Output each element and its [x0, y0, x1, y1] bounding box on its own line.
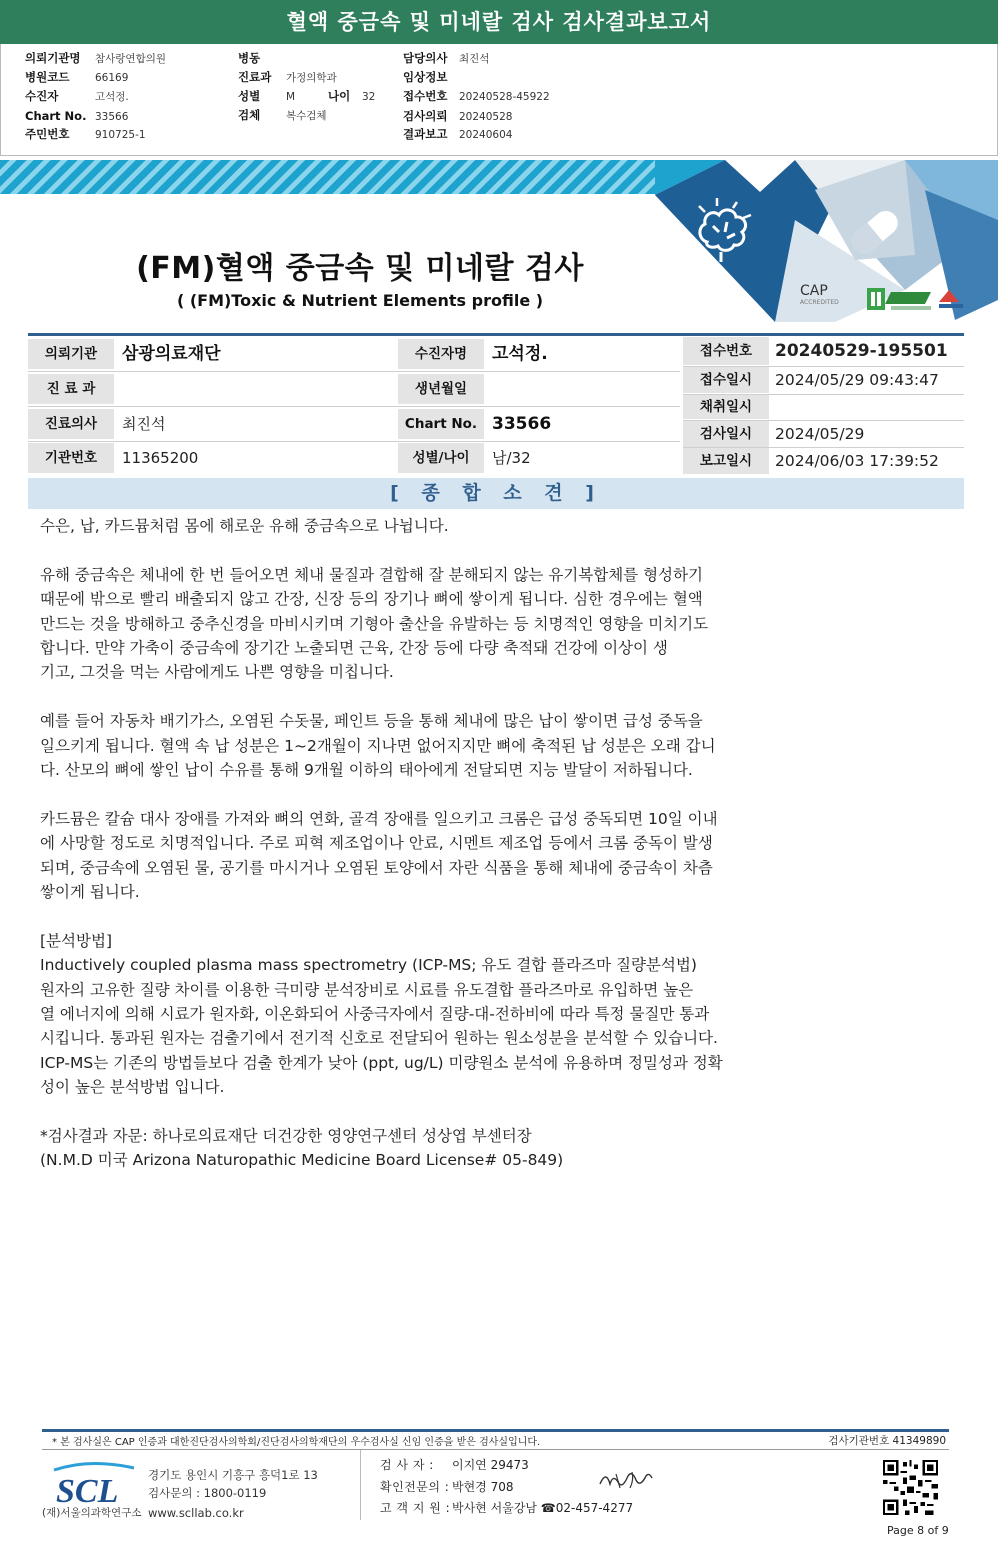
report-date-field [403, 125, 512, 144]
request-label: 검사의뢰 [403, 109, 448, 123]
doctor-field [403, 49, 489, 68]
receipt-label: 접수번호 [403, 89, 448, 103]
req-inst-cell-value: 삼광의료재단 [122, 344, 221, 364]
report-banner-title: 혈액 중금속 및 미네랄 검사 검사결과보고서 [0, 0, 998, 44]
dept-field [238, 68, 337, 87]
cap-accredited-logo [800, 283, 839, 306]
receipt-no-label: 접수번호 [683, 337, 769, 365]
collect-time-label: 채취일시 [683, 395, 769, 419]
chart-cell-label: Chart No. [398, 409, 484, 439]
summary-paragraph-2: 유해 중금속은 체내에 한 번 들어오면 체내 물질과 결합해 잘 분해되지 않는 유기복합체를 형성하기 때문에 밖으로 빨리 배출되지 않고 간장, 신장 등의 장기나 뼈에 쌓이게 됩니다. 심한 경우에는 혈액 만드는 것을 방해하고 중추신경을 마비시키며 기형아 출산을 유발하는 등 치명적인 영향을 미치기도 합니다. 만약 가축이 중금속에 장기간 노출되면 근육, 간장 등에 다량 축적돼 건강에 이상이 생 기고, 그것을 먹는 사람에게도 나쁜 영향을 미칩니다. [40, 565, 709, 682]
support-row [380, 1498, 633, 1520]
receipt-no-value: 20240529-195501 [775, 341, 948, 361]
support-value: 박사현 서울강남 ☎02-457-4277 [452, 1501, 634, 1515]
lm-logo [867, 288, 885, 310]
report-title: (FM)혈액 중금속 및 미네랄 검사 [136, 251, 584, 286]
cap-logo-text: CAP [800, 283, 828, 299]
clinical-field [403, 68, 459, 87]
hosp-code-label: 병원코드 [25, 70, 70, 84]
address-line: 경기도 용인시 기흥구 흥덕1로 13 [148, 1468, 318, 1482]
footer-institution-number: 검사기관번호 41349890 [828, 1435, 946, 1447]
summary-body [40, 514, 775, 1197]
row-divider [28, 406, 680, 407]
report-time-value: 2024/06/03 17:39:52 [775, 452, 939, 470]
lab-address [148, 1466, 318, 1522]
request-field [403, 107, 512, 126]
patient-field [25, 87, 129, 106]
summary-paragraph-3: 예를 들어 자동차 배기가스, 오염된 수돗물, 페인트 등을 통해 체내에 많은 납이 쌓이면 급성 중독을 일으키게 됩니다. 혈액 속 납 성분은 1~2개월이 지나면 없어지지만 뼈에 축적된 납 성분은 오래 갑니 다. 산모의 뼈에 쌓인 납이 수유를 통해 9개월 이하의 태아에게 전달되면 지능 발달이 저하됩니다. [40, 712, 716, 780]
sex-age-cell-label: 성별/나이 [398, 443, 484, 473]
req-inst-cell-label: 의뢰기관 [28, 339, 114, 369]
doctor-value: 최진석 [459, 53, 490, 65]
ward-label: 병동 [238, 51, 261, 65]
receipt-value: 20240528-45922 [459, 91, 550, 103]
ward-field [238, 49, 286, 68]
tester-value: 이지연 29473 [452, 1458, 529, 1472]
dept-cell-label: 진 료 과 [28, 374, 114, 404]
summary-paragraph-4: 카드뮴은 칼슘 대사 장애를 가져와 뼈의 연화, 골격 장애를 일으키고 크롬은 급성 중독되면 10일 이내 에 사망할 정도로 치명적입니다. 주로 피혁 제조업이나 안료, 시멘트 제조업 등에서 크롬 중독이 발생 되며, 중금속에 오염된 물, 공기를 마시거나 오염된 토양에서 자란 식품을 통해 체내에 중금속이 차츰 쌓이게 됩니다. [40, 809, 718, 902]
doctor-cell-value: 최진석 [122, 415, 166, 433]
confirm-label: 확인전문의 : [380, 1479, 450, 1494]
row-divider [28, 371, 680, 372]
advisory-paragraph: *검사결과 자문: 하나로의료재단 더건강한 영양연구센터 성상엽 부센터장 (N.M.D 미국 Arizona Naturopathic Medicine Board License# 05-849) [40, 1127, 564, 1170]
header-info-panel [0, 44, 998, 156]
report-date-label: 결과보고 [403, 127, 448, 141]
specimen-value: 복수검체 [286, 110, 327, 122]
report-time-label: 보고일시 [683, 448, 769, 474]
dept-label: 진료과 [238, 70, 272, 84]
tester-label: 검 사 자 : [380, 1458, 434, 1472]
receipt-time-label: 접수일시 [683, 367, 769, 393]
birth-cell-label: 생년월일 [398, 374, 484, 404]
qr-code[interactable] [883, 1460, 938, 1515]
test-time-value: 2024/05/29 [775, 425, 865, 443]
sex-label: 성별 [238, 89, 261, 103]
decorative-hatch-band [0, 160, 660, 194]
receipt-time-value: 2024/05/29 09:43:47 [775, 371, 939, 389]
page-number: Page 8 of 9 [887, 1524, 949, 1537]
request-value: 20240528 [459, 111, 513, 123]
birth-cell-value [484, 374, 680, 404]
req-inst-field [25, 49, 166, 68]
receipt-field [403, 87, 550, 106]
inst-no-cell-value: 11365200 [122, 449, 199, 467]
summary-heading: [ 종 합 소 견 ] [28, 478, 964, 509]
resident-label: 주민번호 [25, 127, 70, 141]
website-link[interactable]: www.scllab.co.kr [148, 1506, 244, 1520]
collect-time-value [769, 395, 964, 419]
dept-value: 가정의학과 [286, 72, 337, 84]
info-table-top-border [28, 333, 964, 336]
age-value: 32 [362, 91, 376, 103]
req-inst-label: 의뢰기관명 [25, 51, 81, 65]
patient-label: 수진자 [25, 89, 59, 103]
report-subtitle: ( (FM)Toxic & Nutrient Elements profile ) [176, 291, 544, 310]
resident-value: 910725-1 [95, 129, 146, 141]
row-divider [28, 441, 680, 442]
chart-value: 33566 [95, 111, 129, 123]
specimen-label: 검체 [238, 108, 261, 122]
footer-top-border [42, 1429, 949, 1432]
cap-logo-subtext: ACCREDITED [800, 299, 839, 306]
patient-value: 고석정. [95, 91, 129, 103]
chart-field [25, 107, 128, 126]
req-inst-value: 참사랑연합의원 [95, 53, 167, 65]
report-date-value: 20240604 [459, 129, 513, 141]
age-label: 나이 [328, 89, 351, 103]
patient-name-cell-value: 고석정. [492, 344, 548, 364]
eqa-logo [885, 292, 931, 310]
dept-cell-value [114, 374, 398, 404]
hosp-code-field [25, 68, 128, 87]
test-time-label: 검사일시 [683, 421, 769, 447]
sex-age-field [238, 87, 375, 106]
doctor-signature [596, 1466, 656, 1494]
support-label: 고 객 지 원 : [380, 1501, 451, 1515]
doctor-label: 담당의사 [403, 51, 448, 65]
scl-logo-text: SCL [56, 1473, 119, 1508]
chart-cell-value: 33566 [492, 414, 552, 434]
inst-no-cell-label: 기관번호 [28, 443, 114, 473]
summary-paragraph-1: 수은, 납, 카드뮴처럼 몸에 해로운 유해 중금속으로 나뉩니다. [40, 517, 449, 535]
scl-logo [50, 1458, 140, 1508]
sex-value: M [286, 91, 296, 103]
doctor-cell-label: 진료의사 [28, 409, 114, 439]
analysis-method-paragraph: [분석방법] Inductively coupled plasma mass spectrometry (ICP-MS; 유도 결합 플라즈마 질량분석법) 원자의 고유한 질량 차이를 이용한 극미량 분석장비로 시료를 유도결합 플라즈마로 유입하면 높은 열 에너지에 의해 시료가 원자화, 이온화되어 사중극자에서 질량-대-전하비에 따라 특정 물질만 통과 시킵니다. 통과된 원자는 검출기에서 전기적 신호로 전달되어 원하는 원소성분을 분석할 수 있습니다. ICP-MS는 기존의 방법들보다 검출 한계가 낮아 (ppt, ug/L) 미량원소 분석에 유용하며 정밀성과 정확 성이 높은 분석방법 입니다. [40, 931, 723, 1097]
chart-label: Chart No. [25, 109, 87, 123]
clinical-label: 임상정보 [403, 70, 448, 84]
inquiry-phone: 검사문의 : 1800-0119 [148, 1486, 267, 1500]
resident-field [25, 125, 146, 144]
specimen-field [238, 106, 327, 125]
scl-org-name: (재)서울의과학연구소 [42, 1507, 142, 1519]
confirm-value: 박현경 708 [452, 1479, 514, 1494]
footer-divider [42, 1449, 949, 1450]
patient-name-cell-label: 수진자명 [398, 339, 484, 369]
sex-age-cell-value: 남/32 [492, 449, 531, 467]
hosp-code-value: 66169 [95, 72, 129, 84]
footer-vertical-divider [360, 1450, 361, 1520]
footer-accreditation-note: * 본 검사실은 CAP 인증과 대한진단검사의학회/진단검사의학재단의 우수검사실 신임 인증을 받은 검사실입니다. [52, 1437, 541, 1448]
